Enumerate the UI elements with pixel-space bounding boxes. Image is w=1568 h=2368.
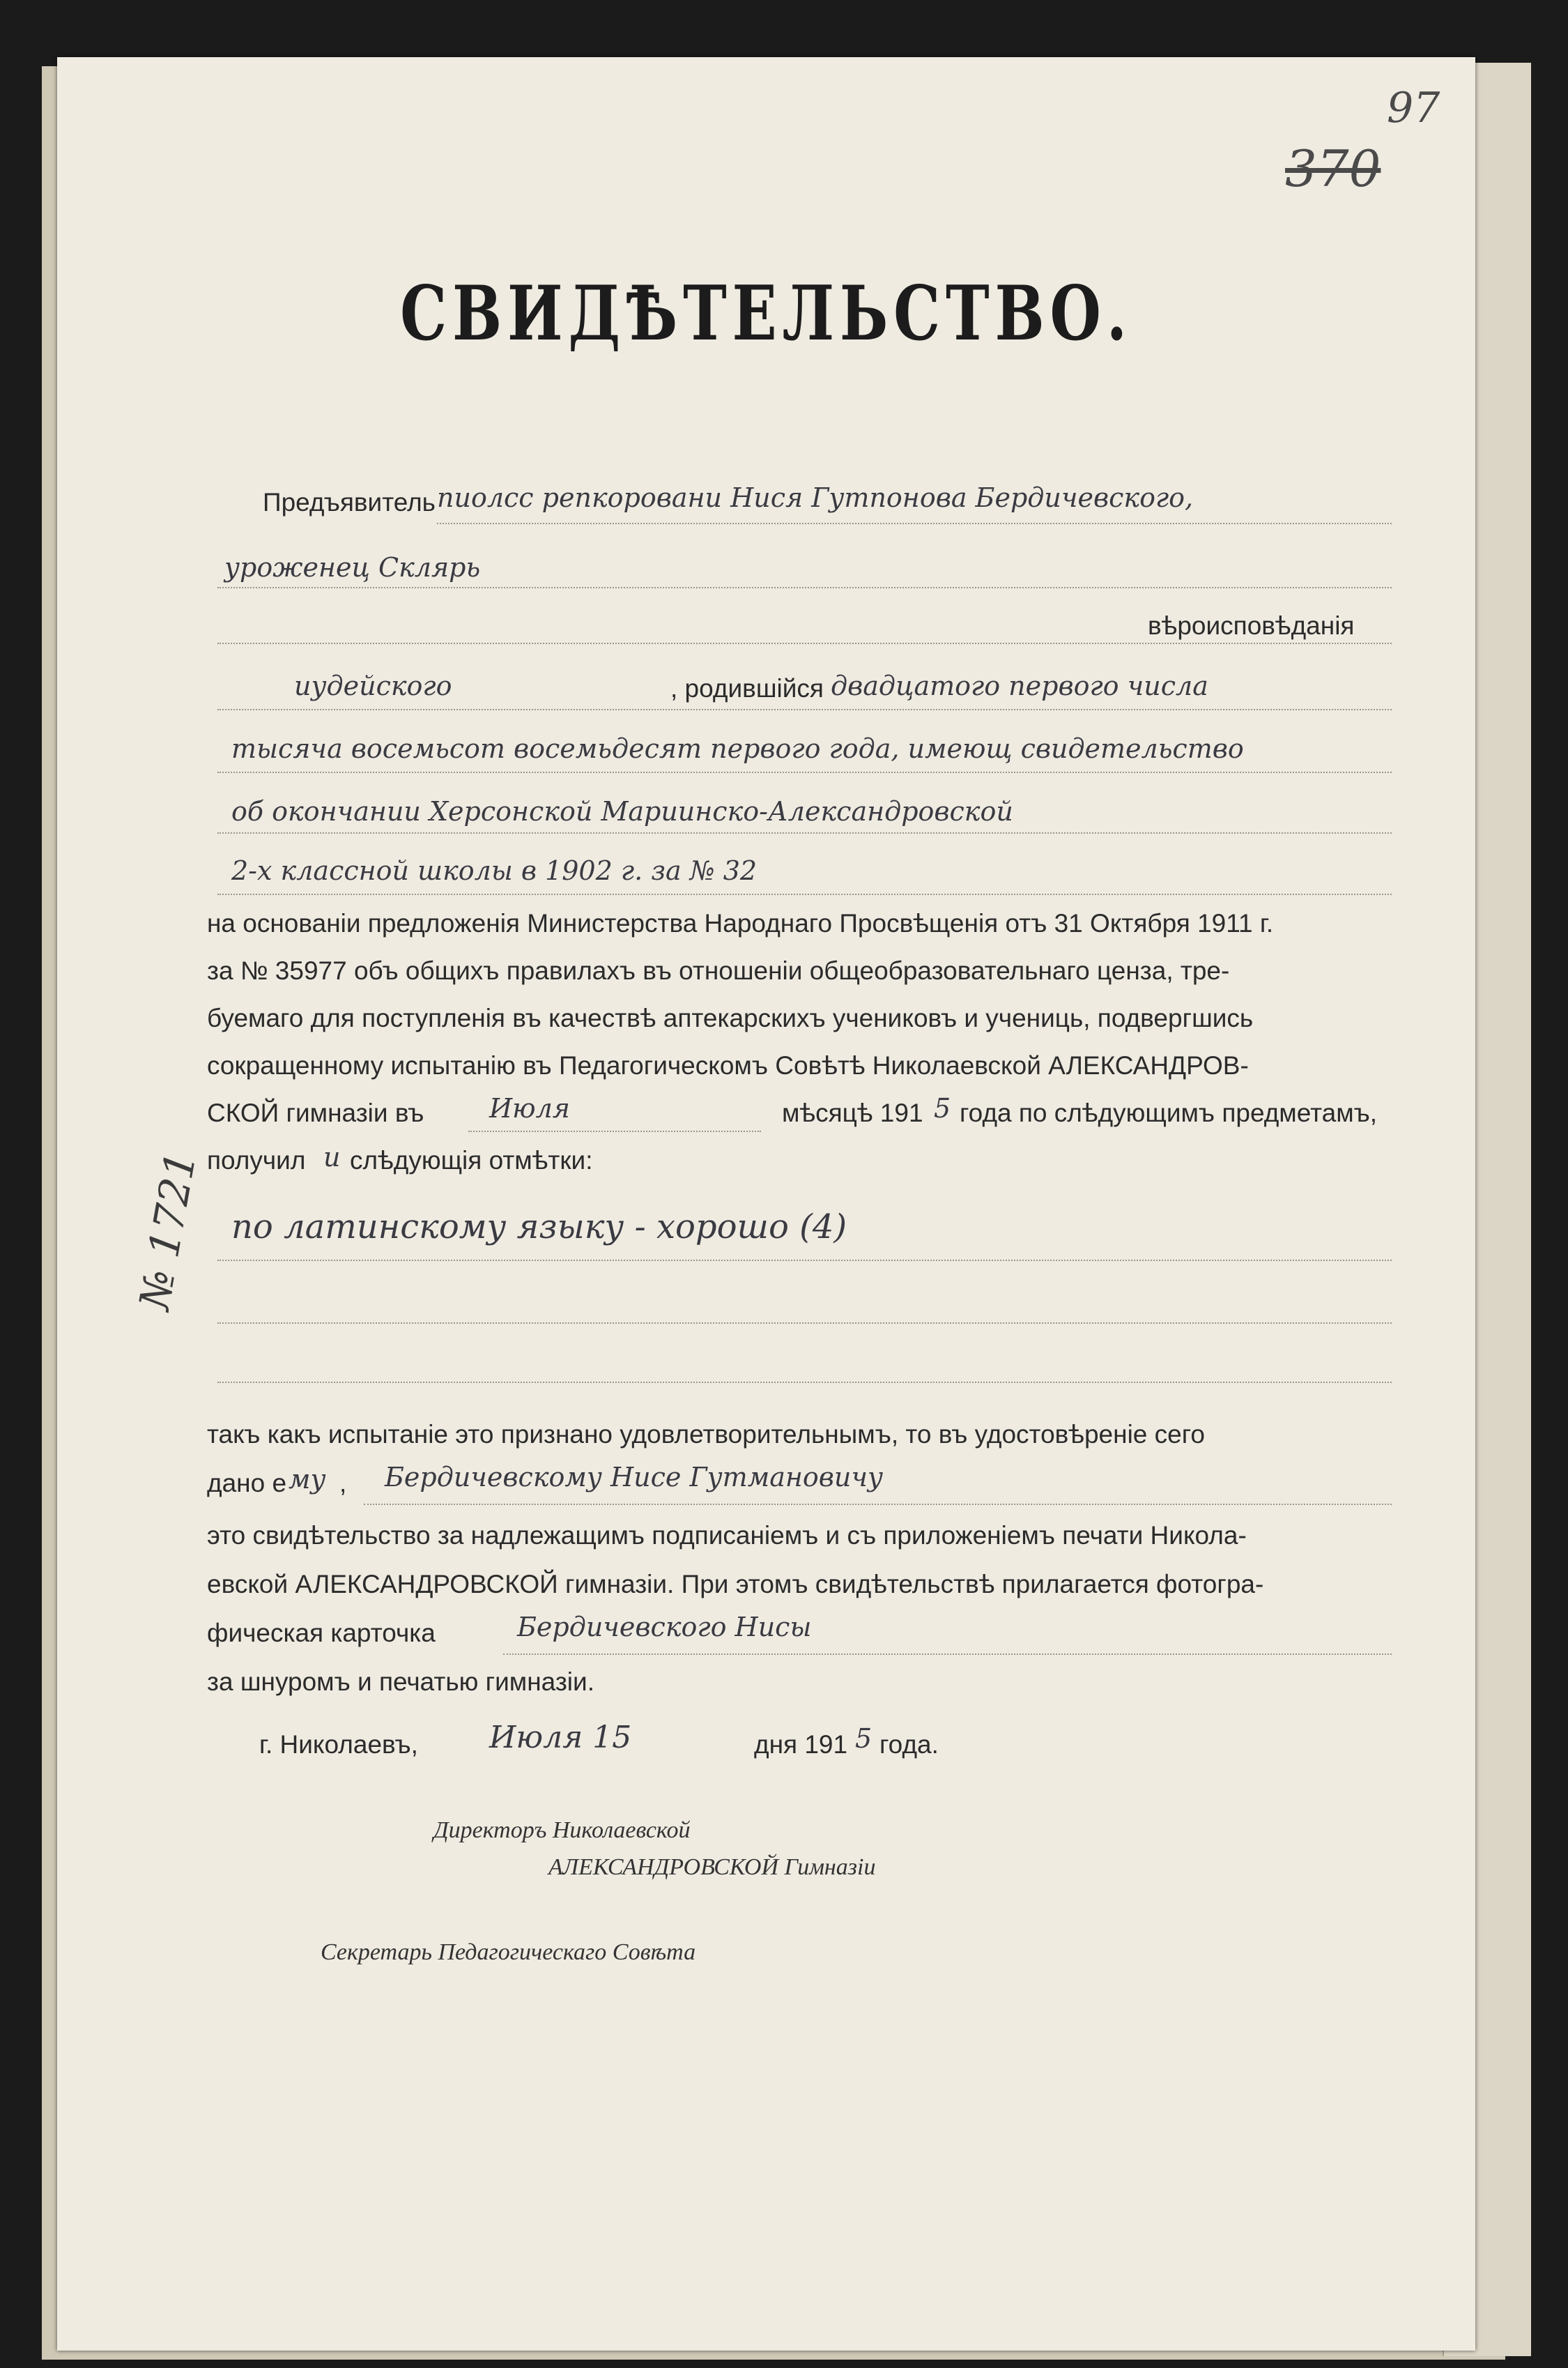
body-line-8b: ,: [339, 1469, 347, 1497]
grade-handwriting: по латинскому языку - хорошо (4): [231, 1207, 847, 1246]
fill-line: [217, 643, 1392, 644]
presenter-handwriting: пиолсс репкоровани Нися Гутпонова Бердичевского,: [437, 482, 1194, 513]
photo-name-handwriting: Бердичевского Нисы: [517, 1612, 812, 1642]
fill-line: [217, 832, 1392, 834]
fill-line: [364, 1504, 1392, 1505]
name-handwriting: Бердичевскому Нисе Гутмановичу: [385, 1462, 884, 1492]
born-handwriting: двадцатого первого числа: [831, 671, 1208, 701]
body-line-3: буемаго для поступленія въ качествѣ аптекарскихъ учениковъ и учениць, подвергшись: [207, 1004, 1254, 1032]
date-city: г. Николаевъ,: [259, 1730, 418, 1759]
presenter-handwriting-2: уроженец Склярь: [224, 552, 481, 583]
born-label: , родившійся: [670, 674, 824, 703]
fill-line: [217, 894, 1392, 895]
fill-line: [217, 1260, 1392, 1261]
handwriting-line-3: тысяча восемьсот восемьдесят первого года, имеющ свидетельство: [231, 733, 1244, 764]
certificate-page: [57, 57, 1475, 2351]
fill-line: [503, 1653, 1392, 1655]
body-line-4: сокращенному испытанію въ Педагогическомъ Совѣтѣ Николаевской АЛЕКСАНДРОВ-: [207, 1051, 1249, 1080]
director-title-2: АЛЕКСАНДРОВСКОЙ Гимназіи: [548, 1854, 876, 1880]
date-handwriting: Июля 15: [489, 1720, 632, 1755]
fill-line: [217, 709, 1392, 710]
body-line-1: на основаніи предложенія Министерства Народнаго Просвѣщенія отъ 31 Октября 1911 г.: [207, 909, 1274, 938]
body-line-5a: СКОЙ гимназіи въ: [207, 1099, 424, 1127]
director-title-1: Директоръ Николаевской: [433, 1817, 691, 1843]
margin-registry-number: № 1721: [130, 1147, 206, 1314]
year-handwriting: 5: [934, 1093, 951, 1124]
handwriting-line-4: об окончании Херсонской Мариинско-Александровской: [231, 796, 1013, 827]
month-handwriting: Июля: [489, 1093, 570, 1124]
folio-number: 97: [1387, 84, 1440, 132]
body-line-7: такъ какъ испытаніе это признано удовлетворительнымъ, то въ удостовѣреніе сего: [207, 1420, 1205, 1449]
fill-line: [437, 523, 1392, 524]
date-year-handwriting: 5: [855, 1723, 873, 1754]
fill-line: [217, 1322, 1392, 1324]
presenter-label: Предъявитель: [263, 488, 436, 517]
date-year-label: года.: [879, 1730, 939, 1759]
body-line-10: евской АЛЕКСАНДРОВСКОЙ гимназіи. При этомъ свидѣтельствѣ прилагается фотогра-: [207, 1570, 1264, 1598]
fill-line: [217, 1382, 1392, 1383]
body-line-11a: фическая карточка: [207, 1619, 436, 1647]
fill-line: [468, 1131, 761, 1132]
secretary-title: Секретарь Педагогическаго Совѣта: [321, 1939, 696, 1965]
handwriting-line-5: 2-х классной школы в 1902 г. за № 32: [231, 855, 758, 886]
body-line-5c: года по слѣдующимъ предметамъ,: [960, 1099, 1378, 1127]
gender-handwriting: и: [323, 1142, 341, 1172]
body-line-2: за № 35977 объ общихъ правилахъ въ отношеніи общеобразовательнаго ценза, тре-: [207, 956, 1230, 985]
faith-handwriting: иудейского: [294, 671, 452, 701]
body-line-8a: дано е: [207, 1469, 287, 1497]
folio-crossed-number: 370: [1285, 139, 1381, 198]
fill-line: [217, 772, 1392, 773]
body-line-12: за шнуромъ и печатью гимназіи.: [207, 1667, 594, 1696]
body-line-6b: слѣдующія отмѣтки:: [350, 1146, 593, 1175]
pronoun-handwriting: му: [289, 1464, 326, 1495]
body-line-9: это свидѣтельство за надлежащимъ подписаніемъ и съ приложеніемъ печати Никола-: [207, 1521, 1247, 1550]
faith-label: вѣроисповѣданія: [1148, 611, 1355, 640]
document-title: СВИДѢТЕЛЬСТВО.: [400, 270, 1132, 358]
body-line-5b: мѣсяцѣ 191: [782, 1099, 923, 1127]
date-day-label: дня 191: [754, 1730, 848, 1759]
body-line-6a: получил: [207, 1146, 306, 1175]
fill-line: [217, 587, 1392, 588]
